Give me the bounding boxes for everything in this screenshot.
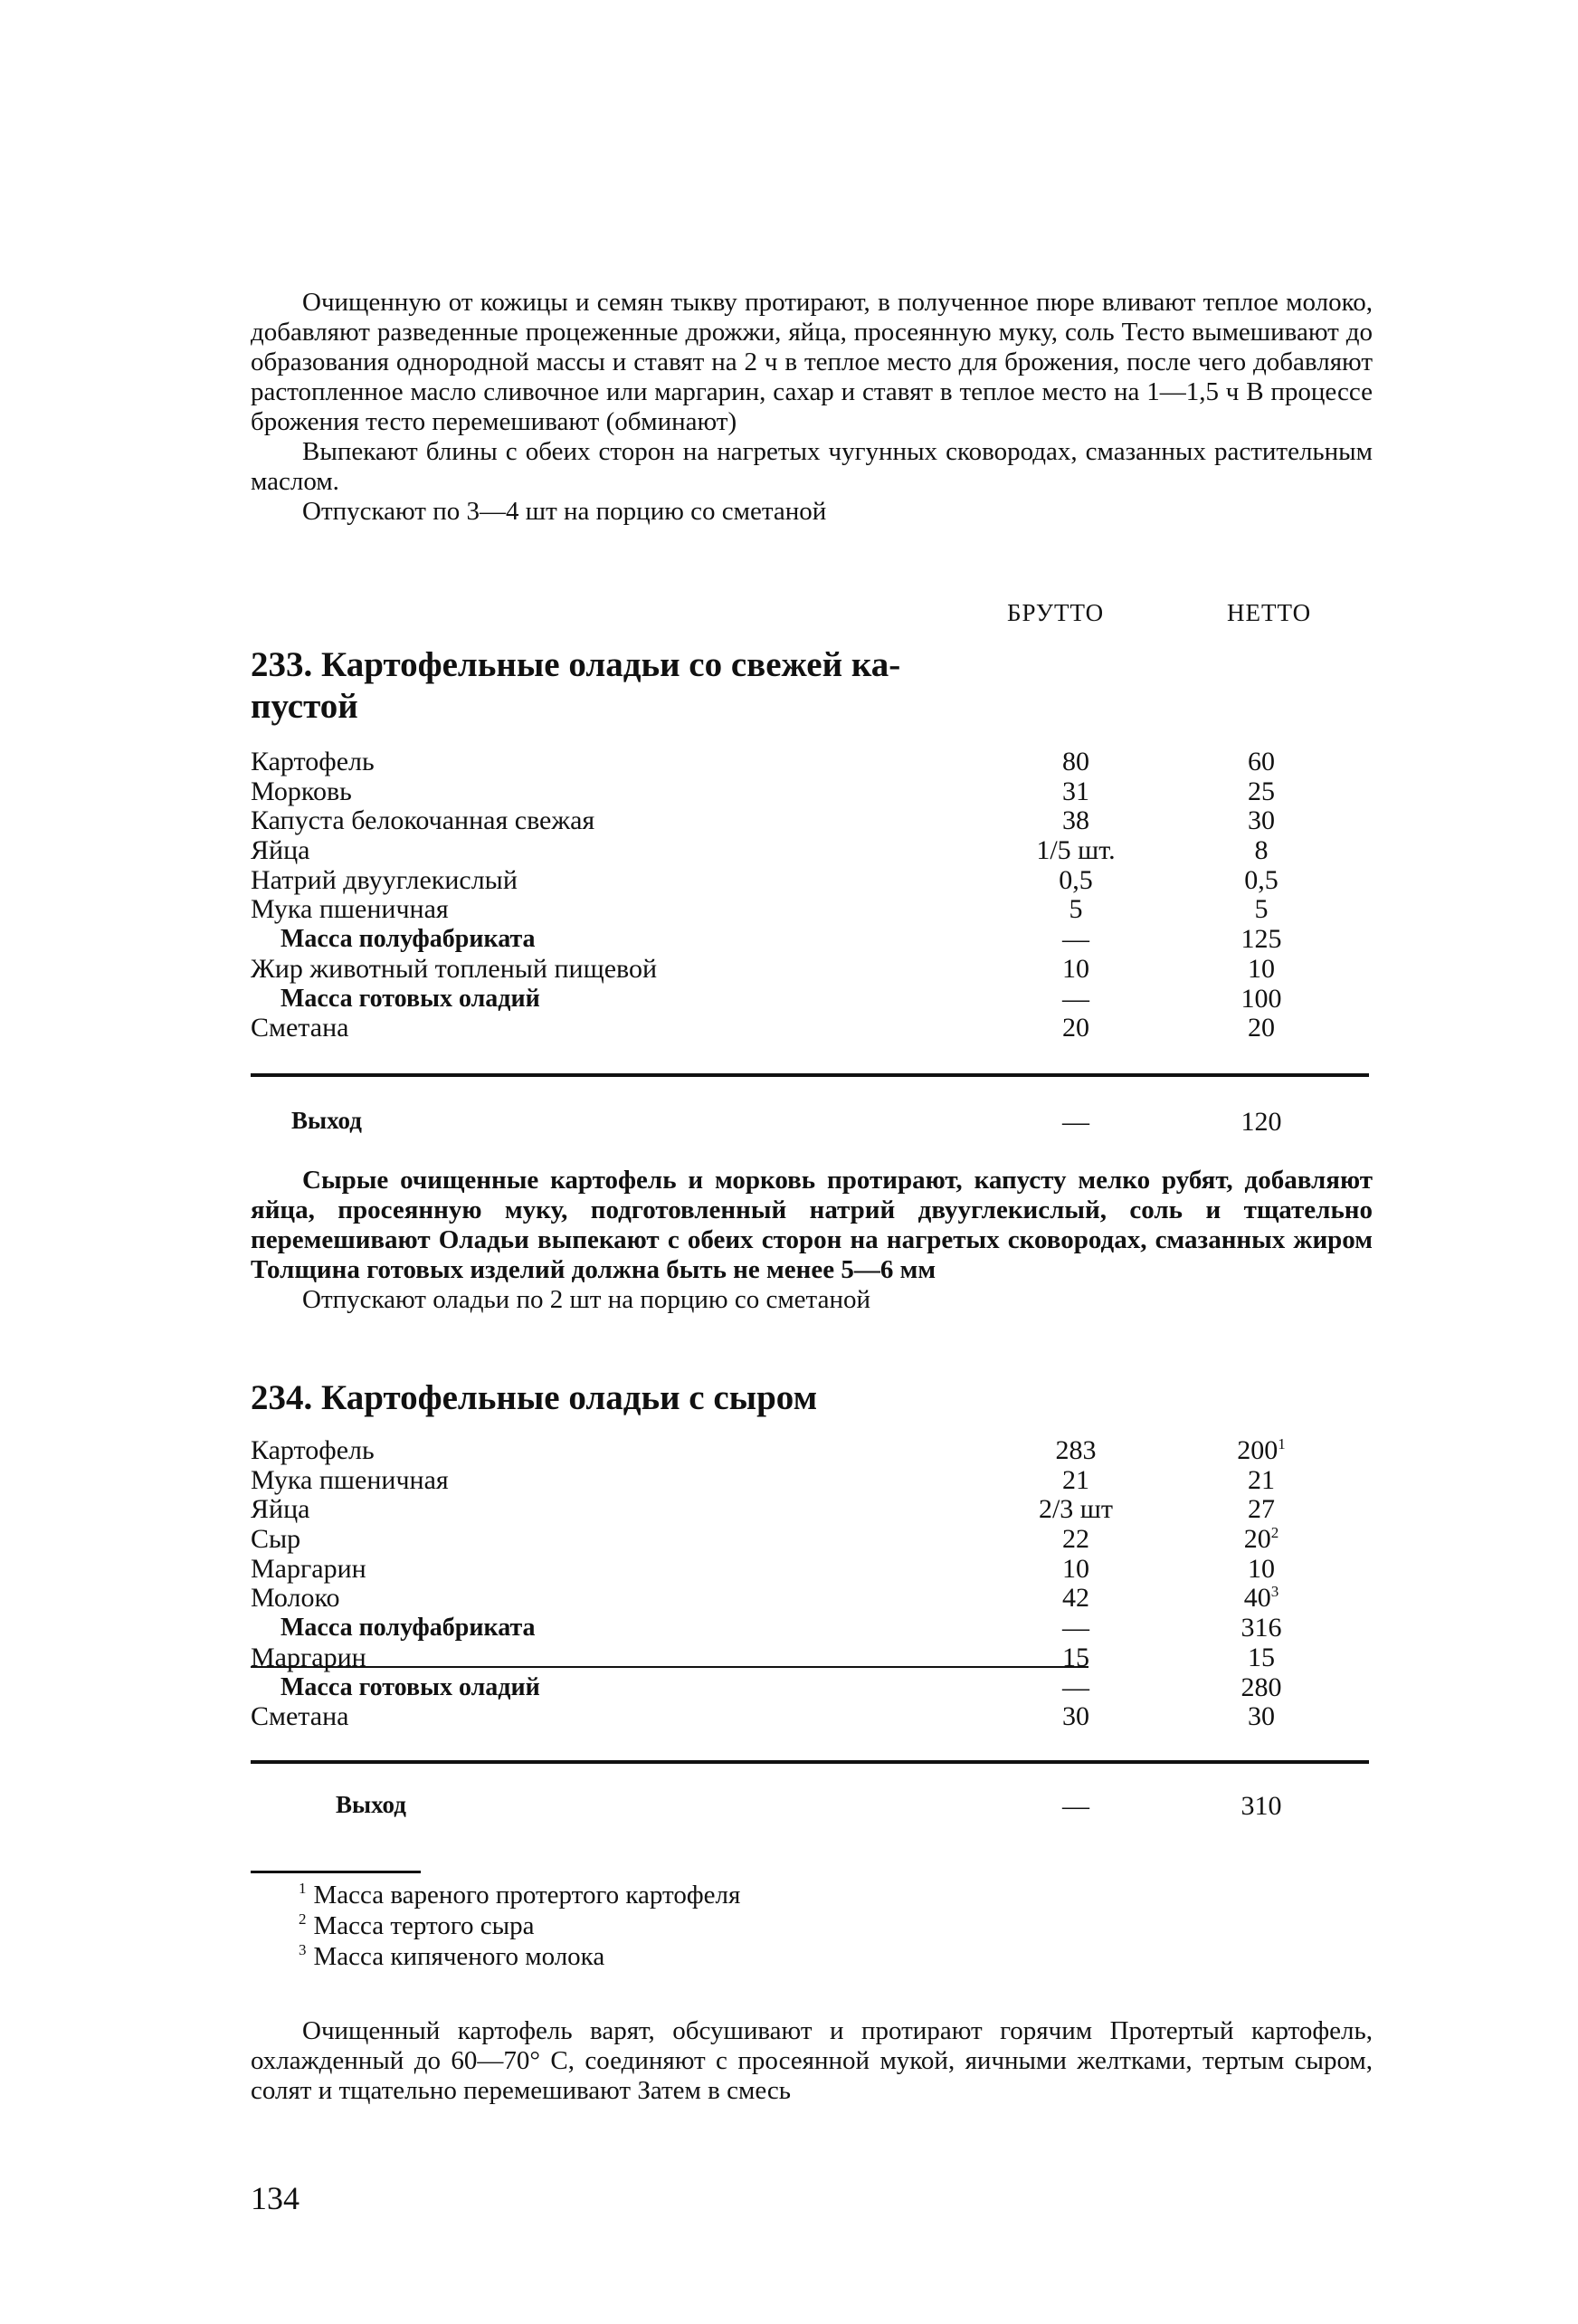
ingredient-name: Молоко [251,1583,340,1614]
ingredient-row [251,1014,1373,1043]
subtotal-name: Масса готовых оладий [280,1672,540,1701]
footnotes [299,1880,740,1972]
ingredient-name: Яйца [251,1494,310,1525]
ingredient-row [251,836,1373,866]
brutto-value: 42 [1062,1583,1089,1614]
footnote-rule [251,1871,421,1873]
ingredient-row [251,1466,1373,1496]
yield-row [251,1791,1373,1824]
netto-value: 60 [1248,747,1275,776]
footnote-ref: 3 [1270,1583,1279,1601]
footnote [299,1880,740,1910]
ingredient-name: Морковь [251,776,352,806]
ingredient-row [251,1525,1373,1555]
netto-value: 280 [1241,1672,1282,1702]
intro-paragraph: Выпекают блины с обеих сторон на нагретых чугунных сковородах, смазанных растительным маслом. [251,437,1373,496]
yield-row [251,1107,1373,1139]
netto-value: 30 [1248,805,1275,836]
footnote-text: Масса кипяченого молока [313,1942,605,1971]
footnote-text: Масса вареного протертого картофеля [313,1881,741,1910]
footnote-number: 3 [299,1941,307,1959]
closing-text [251,2016,1373,2106]
netto-value: $20^2$ [1243,1524,1279,1555]
subtotal-row [251,1673,1373,1703]
subtotal-name: Масса полуфабриката [280,925,536,954]
footnote-number: 1 [299,1880,307,1898]
recipe-234-title: 234. Картофельные оладьи с сыром [251,1378,818,1417]
footnote-ref: 2 [1270,1524,1279,1542]
ingredient-row [251,806,1373,836]
netto-value: 10 [1248,1553,1275,1584]
ingredient-name: Сыр [251,1524,301,1555]
brutto-value: 31 [1062,776,1089,806]
netto-value: 125 [1241,924,1282,955]
subtotal-row [251,925,1373,955]
brutto-value: 30 [1062,1701,1089,1732]
subtotal-name: Масса готовых оладий [280,984,540,1013]
ingredient-name: Маргарин [251,1553,366,1584]
footnote [299,1910,740,1941]
brutto-value: — [1062,983,1089,1014]
ingredient-name: Натрий двууглекислый [251,864,518,895]
ingredient-name: Мука пшеничная [251,1464,449,1495]
netto-value: 15 [1248,1642,1275,1672]
footnote-text: Масса тертого сыра [313,1911,535,1940]
ingredient-row [251,1555,1373,1585]
netto-value: $40^3$ [1243,1583,1279,1614]
ingredient-row [251,955,1373,985]
brutto-value: 10 [1062,1553,1089,1584]
yield-brutto: — [1062,1107,1089,1137]
ingredient-row [251,1584,1373,1614]
ingredient-name: Жир животный топленый пищевой [251,953,658,984]
subtotal-row [251,985,1373,1014]
brutto-value: 21 [1062,1464,1089,1495]
netto-value: 8 [1254,835,1269,866]
footnote [299,1941,740,1972]
yield-label: Выход [336,1791,406,1818]
recipe-234-ingredients [251,1436,1373,1732]
intro-paragraph: Отпускают по 3—4 шт на порцию со сметаной [302,497,827,526]
ingredient-name: Маргарин [251,1642,366,1672]
ingredient-name: Капуста белокочанная свежая [251,805,595,836]
intro-text [251,288,1373,527]
netto-value: 316 [1241,1613,1282,1643]
method-paragraph: Отпускают оладьи по 2 шт на порцию со сметаной [302,1285,870,1314]
ingredient-row [251,777,1373,807]
brutto-value: 20 [1062,1013,1089,1043]
ingredient-row [251,1643,1373,1673]
table-rule [251,1073,1369,1077]
ingredient-name: Картофель [251,747,375,776]
recipe-title-line: пустой [251,687,358,726]
ingredient-row [251,1495,1373,1525]
brutto-value: 38 [1062,805,1089,836]
subtotal-name: Масса полуфабриката [280,1614,536,1643]
brutto-value: 2/3 шт [1038,1494,1114,1525]
yield-netto: 310 [1241,1791,1282,1821]
footnote-ref: 1 [1278,1435,1286,1452]
netto-value: 27 [1248,1494,1275,1525]
brutto-value: 0,5 [1059,864,1093,895]
ingredient-name: Сметана [251,1013,349,1043]
netto-value: 20 [1248,1013,1275,1043]
netto-value: 0,5 [1244,864,1279,895]
recipe-title-line: 233. Картофельные оладьи со свежей ка- [251,645,901,684]
brutto-value: — [1062,1613,1089,1643]
method-paragraph: Сырые очищенные картофель и морковь протирают, капусту мелко рубят, добавляют яйца, просеянную муку, подготовленный натрий двууглекислый, соль и тщательно перемешивают Оладьи выпекают с обеих сторон на нагретых сковородах, смазанных жиром Толщина готовых изделий должна быть не менее 5—6 мм [251,1166,1373,1284]
brutto-value: 283 [1055,1435,1097,1465]
brutto-value: 10 [1062,953,1089,984]
netto-value: $200^1$ [1237,1435,1286,1465]
brutto-header: БРУТТО [1007,599,1105,626]
netto-value: 10 [1248,953,1275,984]
netto-value: 30 [1248,1701,1275,1732]
page-number: 134 [251,2180,299,2216]
netto-value: 100 [1241,983,1282,1014]
yield-brutto: — [1062,1791,1089,1821]
subtotal-row [251,1614,1373,1643]
yield-label: Выход [291,1107,362,1134]
recipe-233-ingredients [251,748,1373,1043]
brutto-value: 22 [1062,1524,1089,1555]
ingredient-name: Сметана [251,1701,349,1732]
footnote-number: 2 [299,1910,307,1929]
ingredient-row [251,1702,1373,1732]
yield-netto: 120 [1241,1107,1282,1137]
brutto-value: 15 [1062,1642,1089,1672]
ingredient-name: Мука пшеничная [251,894,449,925]
closing-paragraph: Очищенный картофель варят, обсушивают и протирают горячим Протертый картофель, охлажденный до 60—70° С, соединяют с просеянной мукой, яичными желтками, тертым сыром, солят и тщательно перемешивают Затем в смесь [251,2016,1373,2105]
printed-line [251,1666,1088,1668]
ingredient-row [251,748,1373,777]
ingredient-row [251,895,1373,925]
table-rule [251,1760,1369,1764]
recipe-233-title [251,644,900,728]
ingredient-row [251,1436,1373,1466]
brutto-value: 5 [1069,894,1083,925]
brutto-value: — [1062,1672,1089,1702]
ingredient-row [251,866,1373,896]
ingredient-name: Яйца [251,835,310,866]
brutto-value: 1/5 шт. [1036,835,1116,866]
brutto-value: — [1062,924,1089,955]
intro-paragraph: Очищенную от кожицы и семян тыкву протирают, в полученное пюре вливают теплое молоко, добавляют разведенные процеженные дрожжи, яйца, просеянную муку, соль Тесто вымешивают до образования однородной массы и ставят на 2 ч в теплое место для брожения, после чего добавляют растопленное масло сливочное или маргарин, сахар и ставят в теплое место на 1—1,5 ч В процессе брожения тесто перемешивают (обминают) [251,288,1373,436]
netto-value: 21 [1248,1464,1275,1495]
netto-value: 25 [1248,776,1275,806]
brutto-value: 80 [1062,747,1089,776]
ingredient-name: Картофель [251,1435,375,1465]
netto-header: НЕТТО [1227,599,1312,626]
netto-value: 5 [1254,894,1269,925]
recipe-233-text [251,1166,1373,1315]
